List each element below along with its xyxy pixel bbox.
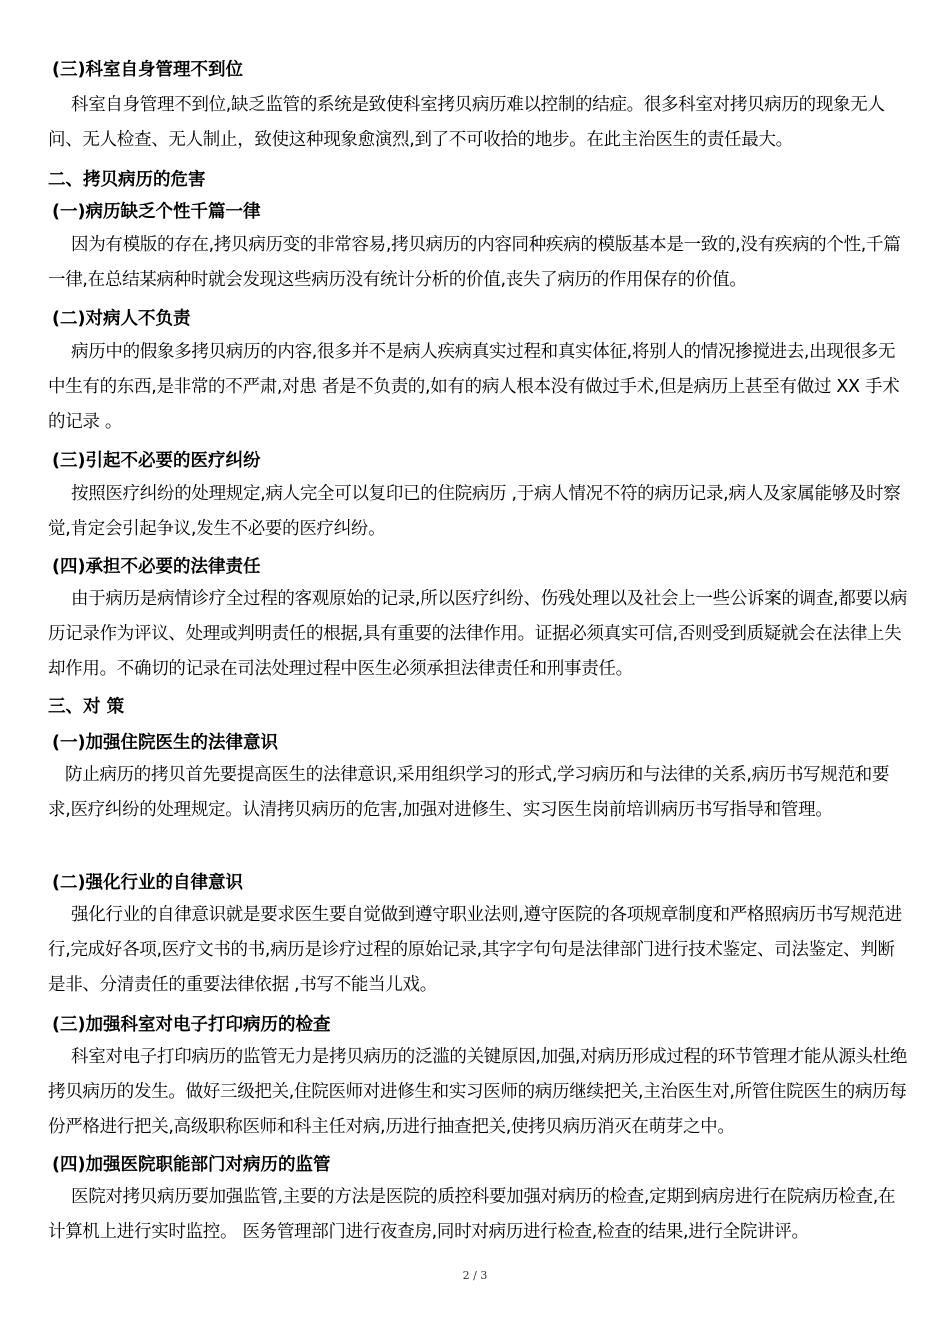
heading-measure-2: (二)强化行业的自律意识 bbox=[52, 873, 243, 893]
paragraph-harm-3: 按照医疗纠纷的处理规定,病人完全可以复印已的住院病历 ,于病人情况不符的病历记录,病人及家属能够及时察觉,肯定会引起争议,发生不必要的医疗纠纷。 bbox=[48, 484, 901, 539]
section-2-heading: 二、拷贝病历的危害 bbox=[48, 170, 206, 190]
paragraph-harm-1: 因为有模版的存在,拷贝病历变的非常容易,拷贝病历的内容同种疾病的模版基本是一致的,没有疾病的个性,千篇一律,在总结某病种时就会发现这些病历没有统计分析的价值,丧失了病历的作用保存的价值。 bbox=[48, 235, 901, 290]
heading-harm-1: (一)病历缺乏个性千篇一律 bbox=[52, 202, 261, 222]
heading-harm-3: (三)引起不必要的医疗纠纷 bbox=[52, 451, 261, 471]
paragraph-management: 科室自身管理不到位,缺乏监管的系统是致使科室拷贝病历难以控制的结症。很多科室对拷贝病历的现象无人问、无人检查、无人制止，致使这种现象愈演烈,到了不可收拾的地步。在此主治医生的责任最大。 bbox=[48, 95, 885, 150]
paragraph-measure-4: 医院对拷贝病历要加强监管,主要的方法是医院的质控科要加强对病历的检查,定期到病房进行在院病历检查,在计算机上进行实时监控。 医务管理部门进行夜查房,同时对病历进行检查,检查的结果,进行全院讲评。 bbox=[48, 1187, 896, 1242]
heading-measure-3: (三)加强科室对电子打印病历的检查 bbox=[52, 1015, 331, 1035]
paragraph-measure-2: 强化行业的自律意识就是要求医生要自觉做到遵守职业法则,遵守医院的各项规章制度和严格照病历书写规范进行,完成好各项,医疗文书的书,病历是诊疗过程的原始记录,其字字句句是法律部门进行技术鉴定、司法鉴定、判断是非、分清责任的重要法律依据 ,书写不能当儿戏。 bbox=[48, 905, 902, 995]
page-number: 2 / 3 bbox=[462, 1269, 488, 1282]
section-3-heading: 三、对 策 bbox=[48, 697, 125, 717]
paragraph-harm-2: 病历中的假象多拷贝病历的内容,很多并不是病人疾病真实过程和真实体征,将别人的情况掺搅进去,出现很多无中生有的东西,是非常的不严肃,对患 者是不负责的,如有的病人根本没有做过手术,但是病历上甚至有做过 XX 手术的记录 。 bbox=[48, 342, 900, 432]
paragraph-measure-3: 科室对电子打印病历的监管无力是拷贝病历的泛滥的关键原因,加强,对病历形成过程的环节管理才能从源头杜绝拷贝病历的发生。做好三级把关,住院医师对进修生和实习医师的病历继续把关,主治医生对,所管住院医生的病历每份严格进行把关,高级职称医师和科主任对病,历进行抽查把关,使拷贝病历消灭在萌芽之中。 bbox=[48, 1047, 908, 1137]
paragraph-harm-4: 由于病历是病情诊疗全过程的客观原始的记录,所以医疗纠纷、伤残处理以及社会上一些公诉案的调查,都要以病历记录作为评议、处理或判明责任的根据,具有重要的法律作用。证据必须真实可信,否则受到质疑就会在法律上失却作用。不确切的记录在司法处理过程中医生必须承担法律责任和刑事责任。 bbox=[48, 589, 908, 679]
heading-harm-4: (四)承担不必要的法律责任 bbox=[52, 557, 261, 577]
heading-harm-2: (二)对病人不负责 bbox=[52, 309, 191, 329]
heading-measure-4: (四)加强医院职能部门对病历的监管 bbox=[52, 1155, 331, 1175]
heading-measure-1: (一)加强住院医生的法律意识 bbox=[52, 733, 278, 753]
paragraph-measure-1: 防止病历的拷贝首先要提高医生的法律意识,采用组织学习的形式,学习病历和与法律的关系,病历书写规范和要求,医疗纠纷的处理规定。认清拷贝病历的危害,加强对进修生、实习医生岗前培训病历书写指导和管理。 bbox=[48, 765, 890, 820]
heading-3-management: (三)科室自身管理不到位 bbox=[52, 60, 243, 80]
